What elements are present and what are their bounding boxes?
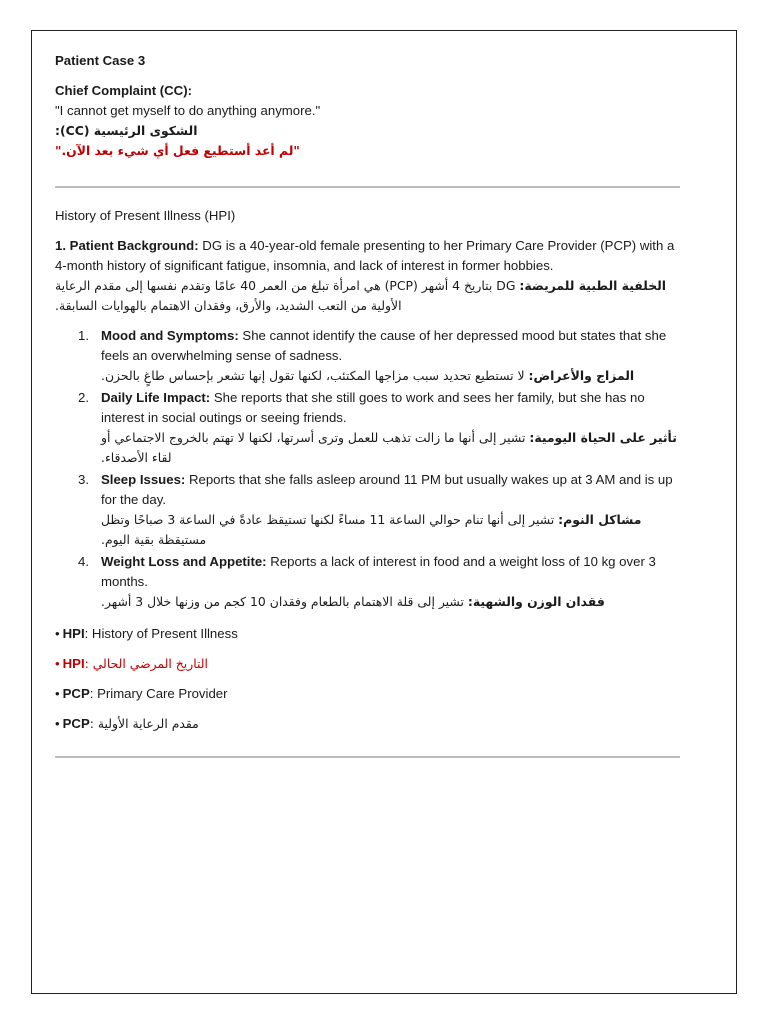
bullet-icon: • (55, 656, 60, 671)
abbreviation-item (55, 714, 680, 734)
chief-complaint-heading-ar: الشكوى الرئيسية (CC): (55, 123, 198, 138)
abbr: HPI (62, 656, 85, 671)
divider-bottom (55, 756, 680, 758)
item-label: Sleep Issues: (101, 472, 186, 487)
item-number: 4. (78, 554, 89, 569)
item-ar-label: فقدان الوزن والشهية: (467, 594, 605, 609)
case-title: Patient Case 3 (55, 53, 146, 68)
abbr: PCP (62, 716, 90, 731)
document-page (31, 30, 737, 994)
item-number: 1. (78, 328, 89, 343)
abbr: HPI (62, 626, 85, 641)
item-ar-label: مشاكل النوم: (558, 512, 642, 527)
item-number: 3. (78, 472, 89, 487)
background-text: DG is a 40-year-old female presenting to her Primary Care Provider (PCP) with a 4-month history of significant fatigue, insomnia, and lack of interest in former hobbies. (55, 238, 675, 273)
chief-complaint-quote-ar: "لم أعد أستطيع فعل أي شيء بعد الآن." (55, 143, 300, 158)
bullet-icon: • (55, 626, 60, 641)
abbr-definition: : History of Present Illness (84, 626, 238, 641)
bullet-icon: • (55, 716, 60, 731)
abbreviation-item (55, 624, 680, 644)
document-content (55, 51, 680, 758)
abbr-definition: : Primary Care Provider (89, 686, 228, 701)
hpi-list (55, 326, 680, 612)
item-ar-text: لا تستطيع تحديد سبب مزاجها المكتئب، لكنها تقول إنها تشعر بإحساس طاغٍ بالحزن. (101, 368, 525, 383)
item-text: She reports that she still goes to work and sees her family, but she has no interest in social outings or seeing friends. (101, 390, 645, 425)
patient-background-ar (55, 276, 680, 316)
list-item (55, 388, 680, 468)
item-ar-text: تشير إلى أنها ما زالت تذهب للعمل وترى أسرتها، لكنها لا تهتم بالخروج الاجتماعي أو لقاء الأصدقاء. (101, 430, 526, 465)
item-text: Reports that she falls asleep around 11 PM but usually wakes up at 3 AM and is up for the day. (101, 472, 673, 507)
item-ar (101, 510, 680, 550)
item-label: Daily Life Impact: (101, 390, 211, 405)
divider-top (55, 186, 680, 188)
hpi-heading: History of Present Illness (HPI) (55, 208, 236, 223)
item-ar (101, 428, 680, 468)
item-text: Reports a lack of interest in food and a weight loss of 10 kg over 3 months. (101, 554, 656, 589)
chief-complaint-heading: Chief Complaint (CC): (55, 83, 192, 98)
item-label: Mood and Symptoms: (101, 328, 239, 343)
abbr-definition: : التاريخ المرضي الحالي (84, 656, 208, 671)
background-ar-label: الخلفية الطبية للمريضة: (519, 278, 667, 293)
item-number: 2. (78, 390, 89, 405)
list-item (55, 326, 680, 386)
list-item (55, 470, 680, 550)
item-ar-text: تشير إلى قلة الاهتمام بالطعام وفقدان 10 كجم من وزنها خلال 3 أشهر. (101, 594, 464, 609)
item-ar (101, 366, 680, 386)
item-ar (101, 592, 680, 612)
item-ar-text: تشير إلى أنها تنام حوالي الساعة 11 مساءً لكنها تستيقظ عادةً في الساعة 3 صباحًا وتظل مستيقظة بقية اليوم. (101, 512, 555, 547)
patient-background (55, 236, 680, 276)
item-ar-label: تأثير على الحياة اليومية: (529, 430, 677, 445)
abbreviation-item (55, 684, 680, 704)
background-ar-text: DG بتاريخ 4 أشهر (PCP) هي امرأة تبلغ من العمر 40 عامًا وتقدم نفسها إلى مقدم الرعاية الأولية من التعب الشديد، والأرق، وفقدان الاهتمام بالهوايات السابقة. (55, 278, 516, 313)
item-text: She cannot identify the cause of her depressed mood but states that she feels an overwhelming sense of sadness. (101, 328, 667, 363)
abbreviation-item (55, 654, 680, 674)
abbr: PCP (62, 686, 90, 701)
background-label: 1. Patient Background: (55, 238, 199, 253)
abbreviation-list (55, 624, 680, 734)
item-ar-label: المزاج والأعراض: (528, 368, 635, 383)
bullet-icon: • (55, 686, 60, 701)
chief-complaint-quote: "I cannot get myself to do anything anymore." (55, 103, 321, 118)
item-label: Weight Loss and Appetite: (101, 554, 267, 569)
list-item (55, 552, 680, 612)
abbr-definition: : مقدم الرعاية الأولية (89, 716, 199, 731)
